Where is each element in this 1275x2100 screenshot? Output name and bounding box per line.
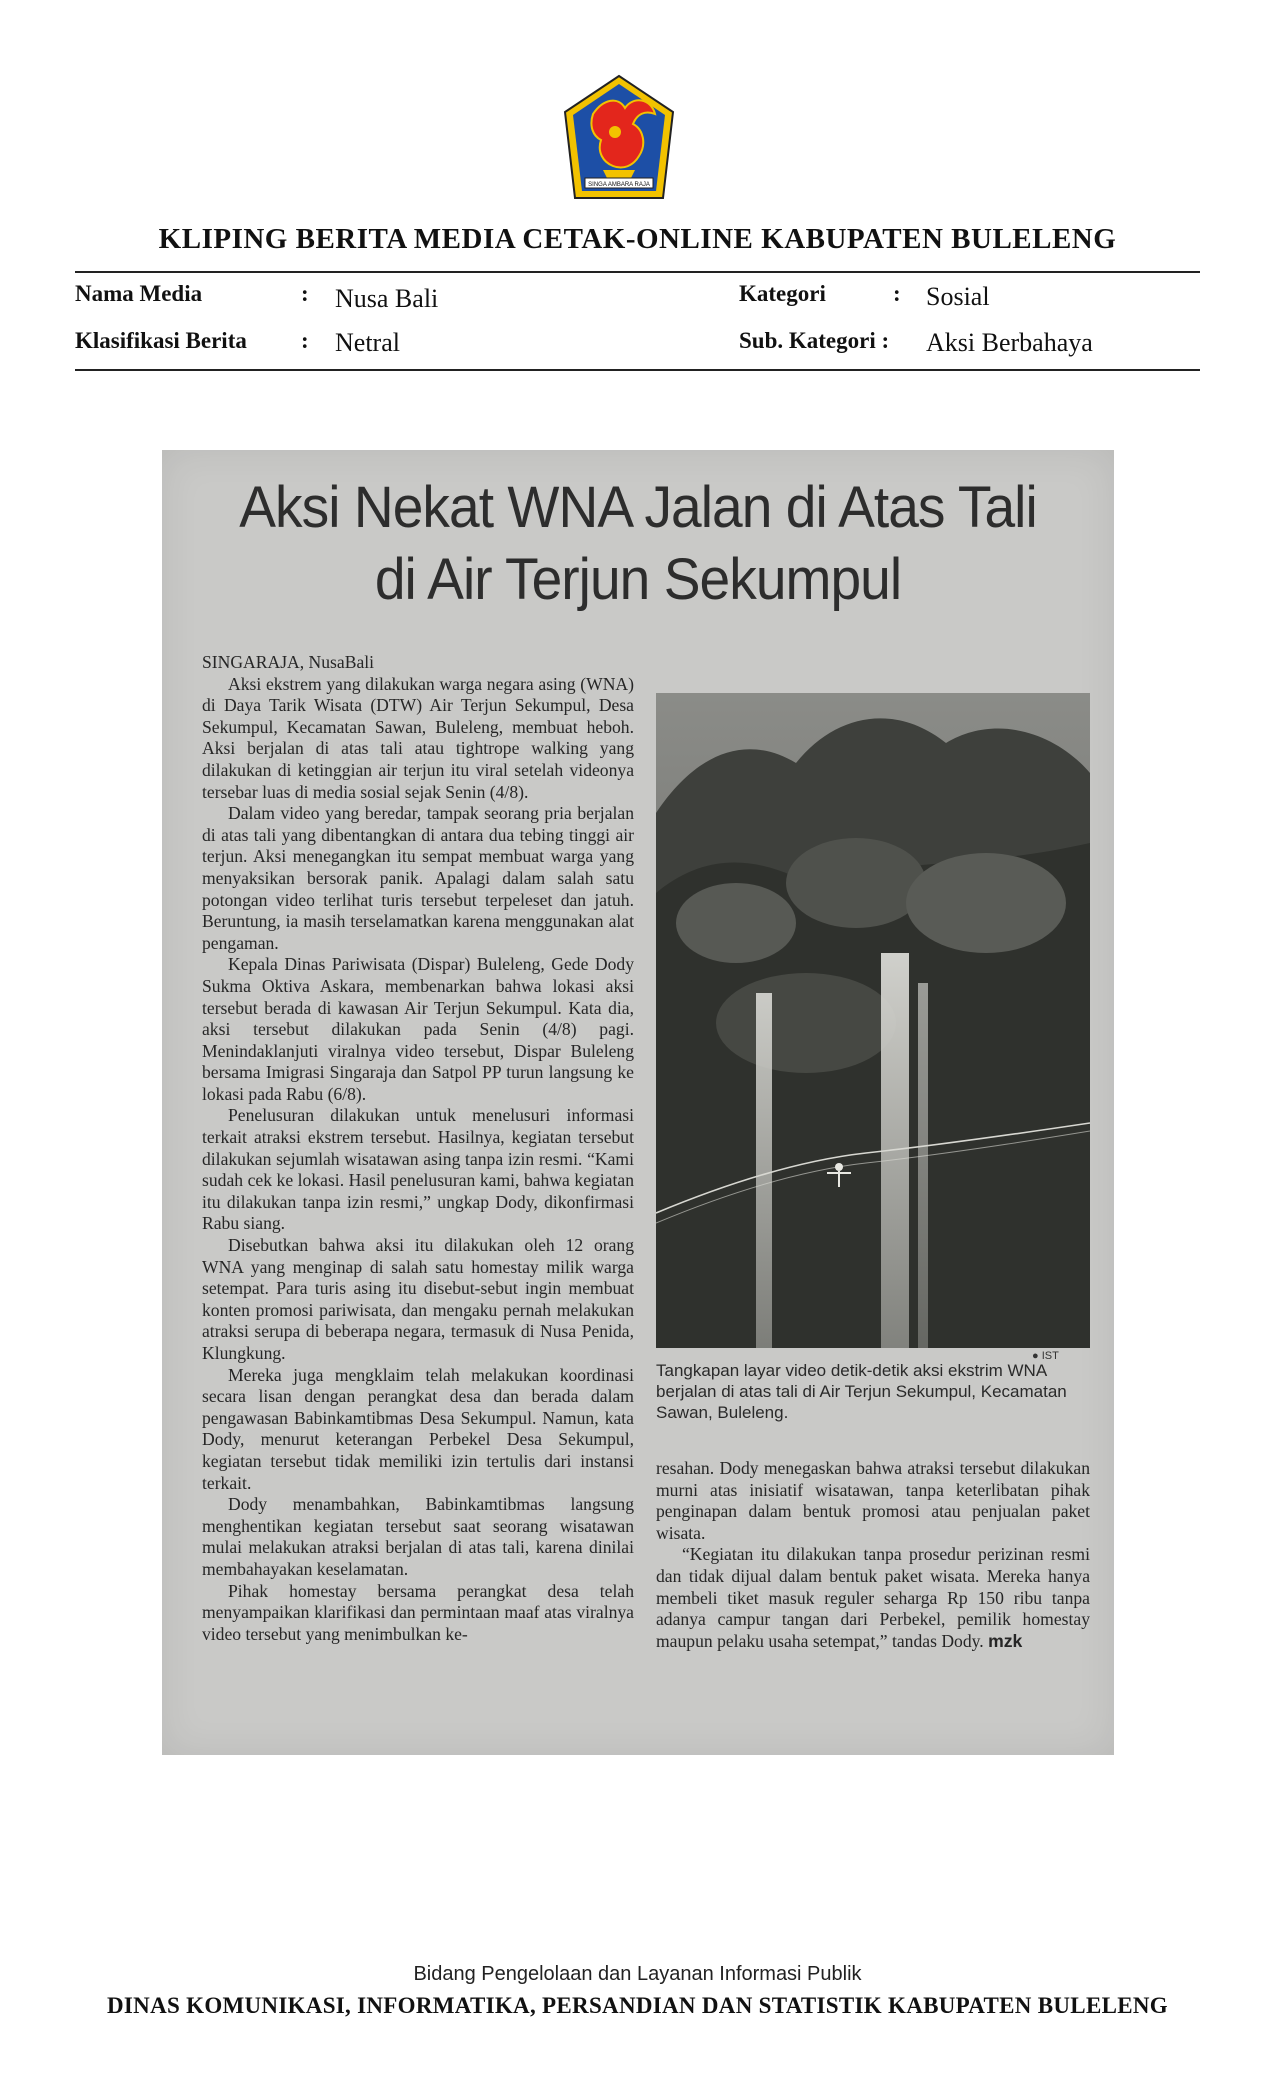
page-title: KLIPING BERITA MEDIA CETAK-ONLINE KABUPATEN BULELENG — [158, 223, 1117, 255]
article-left-column — [202, 652, 634, 1645]
regency-logo — [563, 74, 675, 202]
paragraph: Dody menambahkan, Babinkamtibmas langsung menghentikan kegiatan tersebut saat seorang wisatawan mulai melakukan atraksi berjalan di atas tali, karena dinilai membahayakan keselamatan. — [202, 1494, 634, 1579]
klasifikasi-value: Netral — [335, 328, 400, 357]
photo-caption: Tangkapan layar video detik-detik aksi ekstrim WNA berjalan di atas tali di Air Terjun Sekumpul, Kecamatan Sawan, Buleleng. — [656, 1361, 1067, 1422]
article-dateline: SINGARAJA, NusaBali — [202, 652, 375, 672]
colon: : — [301, 328, 309, 353]
divider-bottom — [75, 369, 1200, 371]
footer-unit: Bidang Pengelolaan dan Layanan Informasi Publik — [413, 1963, 862, 1985]
paragraph: “Kegiatan itu dilakukan tanpa prosedur perizinan resmi dan tidak dijual dalam bentuk paket wisata. Mereka hanya membeli tiket masuk reguler seharga Rp 150 ribu tanpa adanya campur tangan dari Perbekel, pemilik homestay maupun pelaku usaha setempat,” tandas Dody. mzk — [656, 1544, 1090, 1651]
article-headline: Aksi Nekat WNA Jalan di Atas Tali di Air Terjun Sekumpul — [239, 475, 1037, 612]
nama-media-label: Nama Media — [75, 281, 203, 306]
nama-media-value: Nusa Bali — [335, 284, 439, 313]
paragraph: Mereka juga mengklaim telah melakukan koordinasi secara lisan dengan perangkat desa dan berada dalam pengawasan Babinkamtibmas Desa Sekumpul. Namun, kata Dody, menurut keterangan Perbekel Desa Sekumpul, kegiatan tersebut tidak memiliki izin tertulis dari instansi terkait. — [202, 1364, 634, 1493]
svg-text:SINGA AMBARA RAJA: SINGA AMBARA RAJA — [588, 182, 650, 188]
paragraph: Kepala Dinas Pariwisata (Dispar) Buleleng, Gede Dody Sukma Oktiva Askara, membenarkan bahwa lokasi aksi tersebut berada di kawasan Air Terjun Sekumpul. Kata dia, aksi tersebut dilakukan pada Senin (4/8) pagi. Menindaklanjuti viralnya video tersebut, Dispar Buleleng bersama Imigrasi Singaraja dan Satpol PP turun langsung ke lokasi pada Rabu (6/8). — [202, 954, 634, 1104]
klasifikasi-label: Klasifikasi Berita — [75, 328, 247, 353]
paragraph: Aksi ekstrem yang dilakukan warga negara asing (WNA) di Daya Tarik Wisata (DTW) Air Terjun Sekumpul, Desa Sekumpul, Kecamatan Sawan, Buleleng, membuat heboh. Aksi berjalan di atas tali atau tightrope walking yang dilakukan di ketinggian air terjun itu viral setelah videonya tersebar luas di media sosial sejak Senin (4/8). — [202, 673, 634, 802]
kategori-value: Sosial — [926, 282, 990, 311]
colon: : — [893, 281, 901, 306]
photo-credit: ● IST — [1032, 1350, 1059, 1362]
colon: : — [301, 281, 309, 306]
article-right-column — [656, 1458, 1090, 1652]
paragraph: Pihak homestay bersama perangkat desa telah menyampaikan klarifikasi dan permintaan maaf atas viralnya video tersebut yang menimbulkan ke- — [202, 1580, 634, 1644]
paragraph: Dalam video yang beredar, tampak seorang pria berjalan di atas tali yang dibentangkan di antara dua tebing tinggi air terjun. Aksi menegangkan itu sempat membuat warga yang menyaksikan bersorak panik. Apalagi dalam salah satu potongan video terlihat turis tersebut terpeleset dan jatuh. Beruntung, ia masih terselamatkan karena menggunakan alat pengaman. — [202, 803, 634, 953]
footer-agency: DINAS KOMUNIKASI, INFORMATIKA, PERSANDIAN DAN STATISTIK KABUPATEN BULELENG — [107, 1993, 1168, 2018]
waterfall-photo — [656, 693, 1090, 1348]
paragraph: resahan. Dody menegaskan bahwa atraksi tersebut dilakukan murni atas inisiatif wisatawan, tanpa keterlibatan pihak penginapan dalam bentuk promosi atau penjualan paket wisata. — [656, 1458, 1090, 1543]
byline: mzk — [988, 1630, 1023, 1651]
kategori-label: Kategori — [739, 281, 826, 306]
divider-top — [75, 271, 1200, 273]
sub-kategori-value: Aksi Berbahaya — [926, 328, 1093, 357]
paragraph: Disebutkan bahwa aksi itu dilakukan oleh 12 orang WNA yang menginap di salah satu homestay milik warga setempat. Para turis asing itu disebut-sebut ingin membuat konten promosi pariwisata, dan mengaku pernah melakukan atraksi serupa di beberapa negara, termasuk di Nusa Penida, Klungkung. — [202, 1235, 634, 1363]
sub-kategori-label: Sub. Kategori : — [739, 328, 890, 353]
newspaper-clipping — [162, 450, 1114, 1755]
paragraph: Penelusuran dilakukan untuk menelusuri informasi terkait atraksi ekstrem tersebut. Hasilnya, kegiatan tersebut dilakukan sejumlah wisatawan asing tanpa izin resmi. “Kami sudah cek ke lokasi. Hasil penelusuran kami, bahwa kegiatan itu dilakukan tanpa izin resmi,” ungkap Dody, dikonfirmasi Rabu siang. — [202, 1105, 634, 1234]
